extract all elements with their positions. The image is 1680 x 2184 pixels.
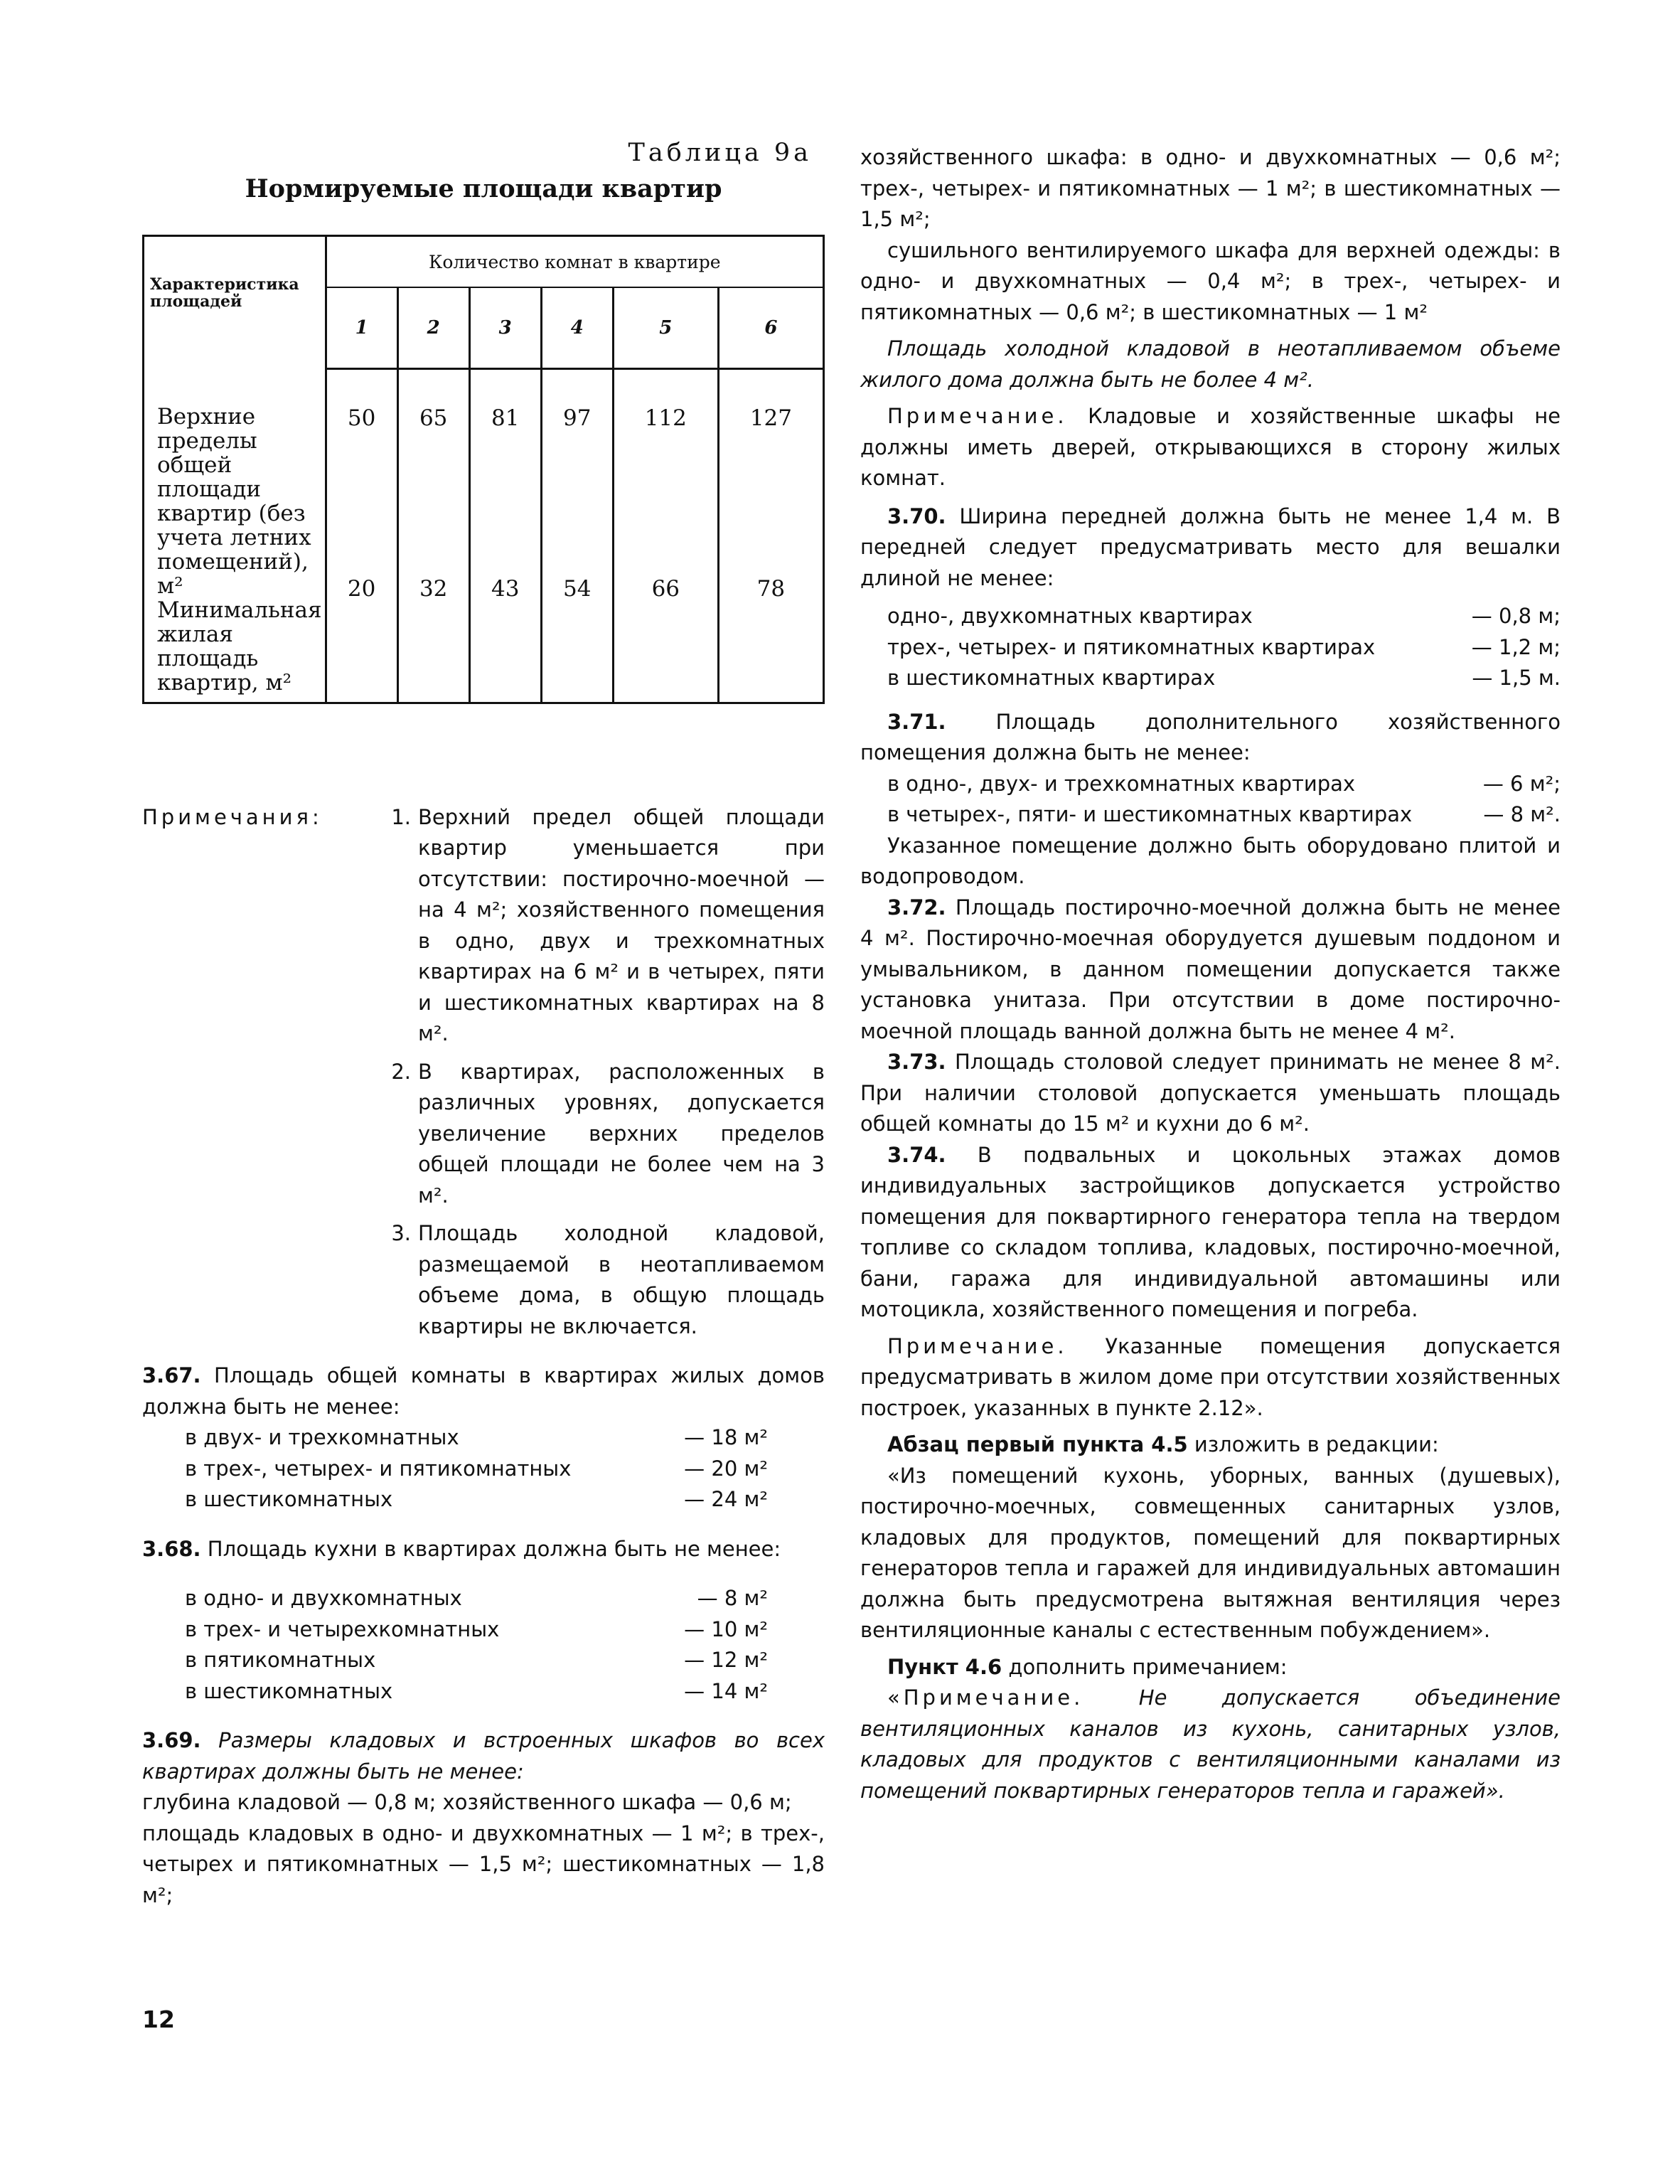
- clause-3-69: 3.69. Размеры кладовых и встроенных шкафов во всех квартирах должны быть не менее:: [142, 1728, 825, 1784]
- clause-3-71: 3.71. Площадь дополнительного хозяйственного помещения должна быть не менее:: [860, 709, 1561, 765]
- list-item: в одно-, двух- и трехкомнатных квартирах — 6 м²;: [887, 771, 1561, 796]
- amend-4-5-text: «Из помещений кухонь, уборных, ванных (душевых), постирочно-моечных, совмещенных санитарных узлов, кладовых для продуктов, помещений для поквартирных генераторов тепла и гаражей для индивидуальных автомашин должна быть предусмотрена вытяжная вентиляция через вентиляционные каналы с естественным побуждением».: [860, 1463, 1561, 1642]
- column-header: 2: [397, 287, 469, 369]
- list-item: в пятикомнатных — 12 м²: [185, 1648, 768, 1672]
- list-item: в шестикомнатных квартирах — 1,5 м.: [887, 666, 1561, 690]
- table-cell: 65 32: [397, 369, 469, 703]
- clause-3-68-list: [142, 1583, 768, 1707]
- note-item: Площадь холодной кладовой, размещаемой в неотапливаемом объеме дома, в общую площадь квартиры не включается.: [418, 1221, 825, 1338]
- page-number: 12: [142, 2005, 175, 2033]
- right-column: [860, 142, 1561, 1806]
- list-item: одно-, двухкомнатных квартирах — 0,8 м;: [887, 604, 1561, 628]
- clause-3-67: 3.67. Площадь общей комнаты в квартирах жилых домов должна быть не менее:: [142, 1363, 825, 1419]
- clause-3-74-note: Примечание. Указанные помещения допускается предусматривать в жилом доме при отсутствии хозяйственных построек, указанных в пункте 2.12».: [860, 1333, 1561, 1420]
- clause-3-69-depth: глубина кладовой — 0,8 м; хозяйственного шкафа — 0,6 м;: [142, 1790, 792, 1814]
- clause-3-72: 3.72. Площадь постирочно-моечной должна быть не менее 4 м². Постирочно-моечная оборудуется душевым поддоном и умывальником, в данном помещении допускается также установка унитаза. При отсутствии в доме постирочно-моечной площадь ванной должна быть не менее 4 м².: [860, 895, 1561, 1043]
- table-notes: Примечания: 1. Верхний предел общей площади квартир уменьшается при отсутствии: постирочно-моечной — на 4 м²; хозяйственного помещения в одно, двух и трехкомнатных квартирах на 6 м² и в четырех, пяти и шестикомнатных квартирах на 8 м². 2. В квартирах, расположенных в различных уровнях, допускается увеличение верхних пределов общей площади не более чем на 3 м². 3. Площадь холодной кладовой, размещаемой в неотапливаемом объеме дома, в общую площадь квартиры не включается.: [142, 802, 825, 1343]
- clause-3-69-cold-storage: Площадь холодной кладовой в неотапливаемом объеме жилого дома должна быть не более 4 м².: [860, 336, 1561, 392]
- amend-4-6: Пункт 4.6 дополнить примечанием:: [887, 1654, 1288, 1679]
- list-item: в трех-, четырех- и пятикомнатных — 20 м²: [185, 1456, 768, 1481]
- notes-label: Примечания:: [142, 804, 323, 829]
- clause-3-71-list: [860, 769, 1561, 831]
- table-cell: 112 66: [613, 369, 718, 703]
- column-header: 6: [718, 287, 823, 369]
- table-cell: 81 43: [469, 369, 541, 703]
- table-title: Нормируемые площади квартир: [245, 174, 722, 203]
- note-item: Верхний предел общей площади квартир уменьшается при отсутствии: постирочно-моечной — на 4 м²; хозяйственного помещения в одно, двух и трехкомнатных квартирах на 6 м² и в четырех, пяти и шестикомнатных квартирах на 8 м².: [418, 804, 825, 1045]
- table-cell: 50 20: [326, 369, 397, 703]
- list-item: в шестикомнатных — 14 м²: [185, 1678, 768, 1703]
- clause-3-69-cont-1: хозяйственного шкафа: в одно- и двухкомнатных — 0,6 м²; трех-, четырех- и пятикомнатных — 1 м²; в шестикомнатных — 1,5 м²;: [860, 145, 1561, 231]
- table-cell: 97 54: [541, 369, 613, 703]
- table-row: [144, 369, 824, 703]
- table-caption: Таблица 9а: [628, 139, 812, 167]
- row-labels: [144, 369, 326, 703]
- amend-4-5: Абзац первый пункта 4.5 изложить в редакции:: [887, 1432, 1439, 1456]
- amend-4-6-text: «Примечание. Не допускается объединение вентиляционных каналов из кухонь, санитарных узлов, кладовых для продуктов с вентиляционными каналами из помещений поквартирных генераторов тепла и гаражей».: [860, 1685, 1561, 1803]
- areas-table: [142, 235, 825, 704]
- clause-3-70-list: [860, 601, 1561, 694]
- column-header: 5: [613, 287, 718, 369]
- row-label-upper: Верхние пределы общей площади квартир (без учета летних помещений), м²: [157, 403, 311, 599]
- column-header: 1: [326, 287, 397, 369]
- row-label-living: Минимальная жилая площадь квартир, м²: [157, 597, 322, 696]
- clause-3-70: 3.70. Ширина передней должна быть не менее 1,4 м. В передней следует предусматривать место для вешалки длиной не менее:: [860, 504, 1561, 590]
- list-item: в одно- и двухкомнатных — 8 м²: [185, 1586, 768, 1610]
- table-cell: 127 78: [718, 369, 823, 703]
- column-header: 3: [469, 287, 541, 369]
- clause-3-68: 3.68. Площадь кухни в квартирах должна быть не менее:: [142, 1536, 781, 1561]
- header-characteristic: Характеристика площадей: [144, 236, 326, 369]
- clause-3-71-tail: Указанное помещение должно быть оборудовано плитой и водопроводом.: [860, 833, 1561, 888]
- clause-3-69-cont-2: сушильного вентилируемого шкафа для верхней одежды: в одно- и двухкомнатных — 0,4 м²; в трех-, четырех- и пятикомнатных — 0,6 м²; в шестикомнатных — 1 м²: [860, 238, 1561, 324]
- left-column: [142, 139, 825, 1911]
- clause-3-69-note: Примечание. Кладовые и хозяйственные шкафы не должны иметь дверей, открывающихся в сторону жилых комнат.: [860, 404, 1561, 490]
- list-item: трех-, четырех- и пятикомнатных квартирах — 1,2 м;: [887, 634, 1561, 659]
- header-room-count: Количество комнат в квартире: [326, 236, 823, 288]
- clause-3-74: 3.74. В подвальных и цокольных этажах домов индивидуальных застройщиков допускается устройство помещения для поквартирного генератора тепла на твердом топливе со складом топлива, кладовых, постирочно-моечной, бани, гаража для индивидуальной автомашины или мотоцикла, хозяйственного помещения и погреба.: [860, 1142, 1561, 1321]
- clause-3-73: 3.73. Площадь столовой следует принимать не менее 8 м². При наличии столовой допускается уменьшать площадь общей комнаты до 15 м² и кухни до 6 м².: [860, 1050, 1561, 1136]
- column-header: 4: [541, 287, 613, 369]
- list-item: в двух- и трехкомнатных — 18 м²: [185, 1425, 768, 1449]
- list-item: в шестикомнатных — 24 м²: [185, 1487, 768, 1511]
- note-item: В квартирах, расположенных в различных уровнях, допускается увеличение верхних пределов общей площади не более чем на 3 м².: [418, 1059, 825, 1208]
- clause-3-69-area: площадь кладовых в одно- и двухкомнатных — 1 м²; в трех-, четырех и пятикомнатных — 1,5 м²; шестикомнатных — 1,8 м²;: [142, 1821, 825, 1907]
- list-item: в четырех-, пяти- и шестикомнатных квартирах — 8 м².: [887, 802, 1561, 826]
- clause-3-67-list: [142, 1422, 768, 1516]
- list-item: в трех- и четырехкомнатных — 10 м²: [185, 1616, 768, 1641]
